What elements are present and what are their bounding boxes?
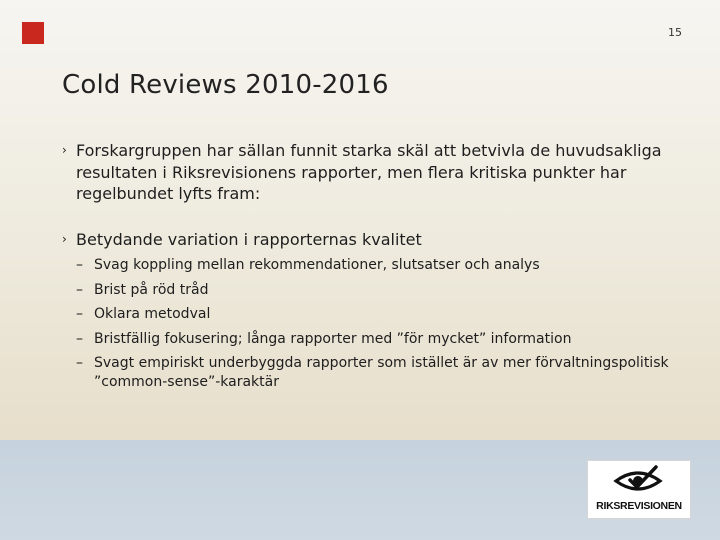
sub-bullet-item [76,281,682,300]
dash-marker: – [76,257,83,273]
riksrevisionen-logo [587,460,691,519]
sub-bullet-text: Bristfällig fokusering; långa rapporter med ”för mycket” information [94,330,572,347]
sub-bullet-item [76,256,682,275]
sub-bullet-text: Svagt empiriskt underbyggda rapporter som istället är av mer förvaltningspolitisk ”common-sense”-karaktär [94,355,669,390]
bullet-chevron-icon: › [62,143,67,157]
dash-marker: – [76,306,83,322]
sub-bullet-text: Oklara metodval [94,306,211,322]
bullet-text: Betydande variation i rapporternas kvalitet [76,229,422,249]
accent-square [22,22,44,44]
bullet-chevron-icon: › [62,231,67,246]
slide-title: Cold Reviews 2010-2016 [62,70,389,100]
sub-bullet-item [76,305,682,324]
sub-bullet-item [76,330,682,349]
eye-check-logo-icon [610,465,666,497]
dash-marker: – [76,355,83,371]
dash-marker: – [76,330,83,347]
slide-content [62,140,682,398]
logo-wordmark: RIKSREVISIONEN [596,500,682,512]
bullet-item [62,229,682,251]
bullet-item [62,140,682,205]
sub-bullet-item [76,354,682,392]
sub-bullet-text: Svag koppling mellan rekommendationer, slutsatser och analys [94,257,540,273]
page-number: 15 [668,26,682,39]
sub-bullet-text: Brist på röd tråd [94,281,209,298]
bullet-text: Forskargruppen har sällan funnit starka skäl att betvivla de huvudsakliga resultaten i Riksrevisionens rapporter, men flera kritiska punkter har regelbundet lyfts fram: [76,141,662,203]
sub-bullet-list [76,256,682,392]
dash-marker: – [76,281,83,298]
